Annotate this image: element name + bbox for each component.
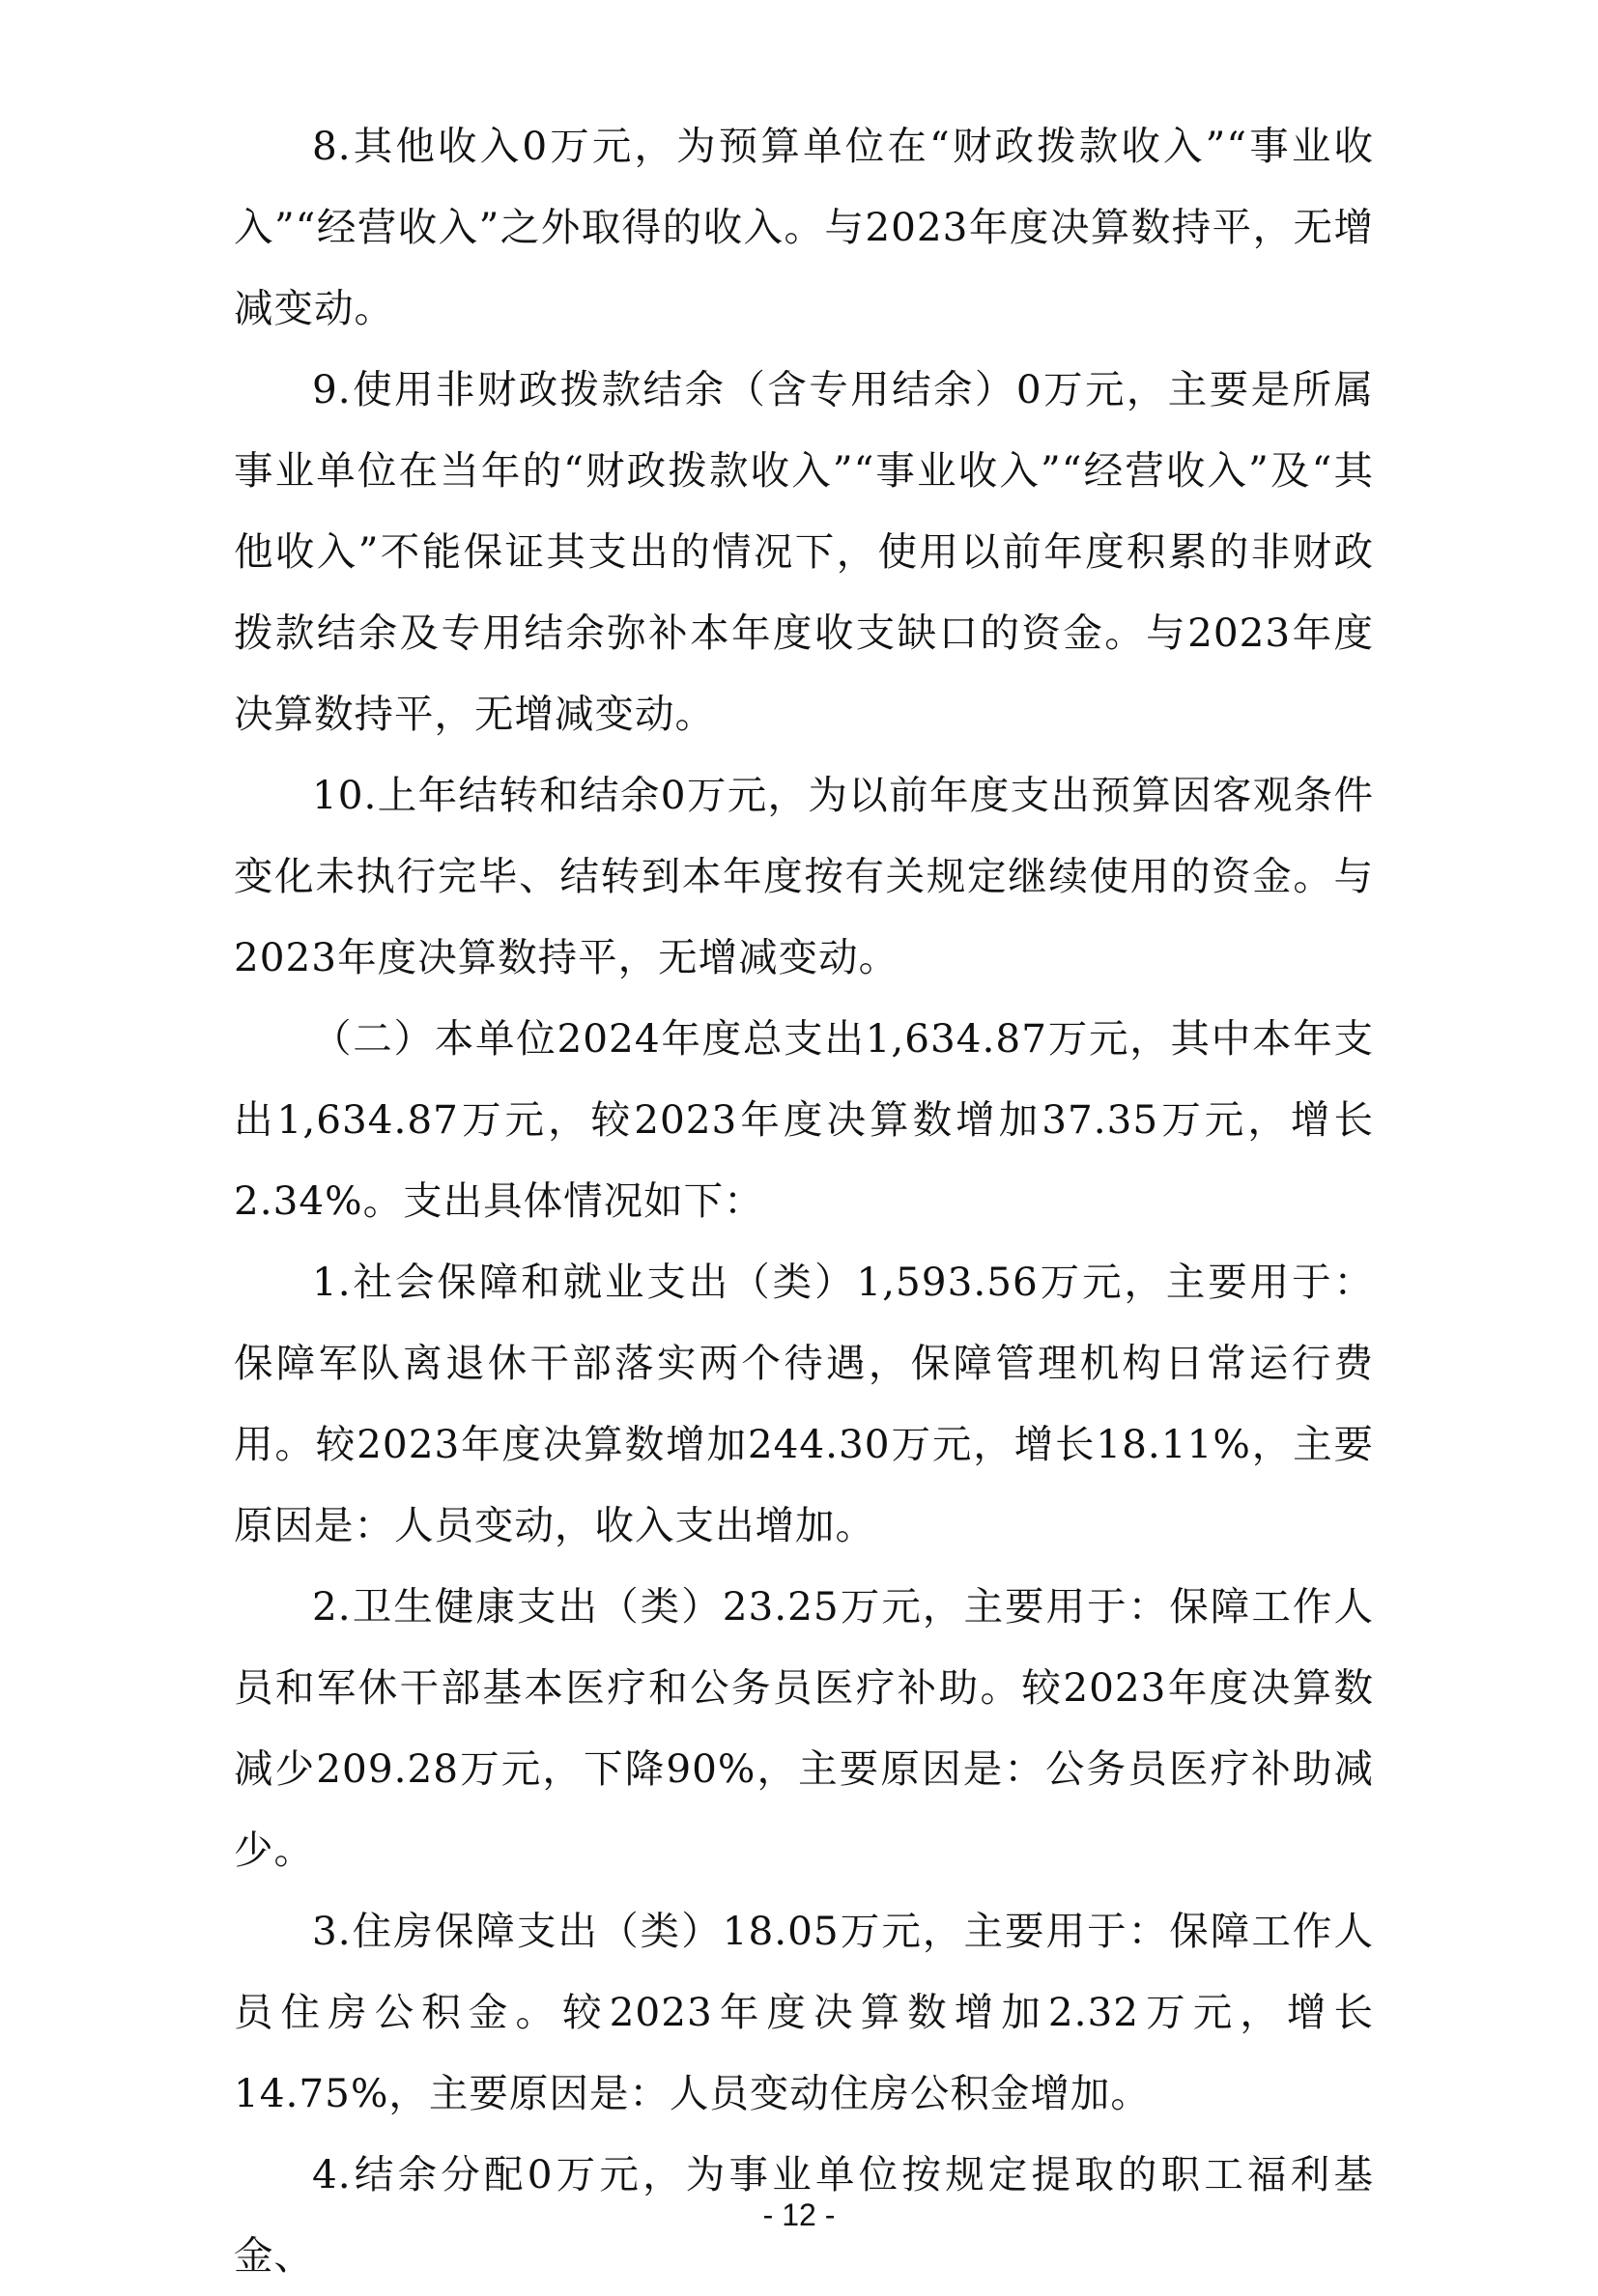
page-number: - 12 - [762, 2197, 836, 2232]
paragraph-total-expenditure: （二）本单位2024年度总支出1,634.87万元，其中本年支出1,634.87万元，较2023年度决算数增加37.35万元，增长2.34%。支出具体情况如下： [234, 1015, 1374, 1224]
paragraph-non-fiscal-surplus: 9.使用非财政拨款结余（含专用结余）0万元，主要是所属事业单位在当年的“财政拨款收入”“事业收入”“经营收入”及“其他收入”不能保证其支出的情况下，使用以前年度积累的非财政拨款结余及专用结余弥补本年度收支缺口的资金。与2023年度决算数持平，无增减变动。 [234, 366, 1374, 737]
paragraph-carryover: 10.上年结转和结余0万元，为以前年度支出预算因客观条件变化未执行完毕、结转到本年度按有关规定继续使用的资金。与2023年度决算数持平，无增减变动。 [234, 772, 1374, 980]
paragraph-health: 2.卫生健康支出（类）23.25万元，主要用于：保障工作人员和军休干部基本医疗和公务员医疗补助。较2023年度决算数减少209.28万元，下降90%，主要原因是：公务员医疗补助减少。 [234, 1583, 1374, 1873]
document-body [234, 105, 1374, 2296]
paragraph-other-income: 8.其他收入0万元，为预算单位在“财政拨款收入”“事业收入”“经营收入”之外取得的收入。与2023年度决算数持平，无增减变动。 [234, 123, 1374, 331]
paragraph-housing: 3.住房保障支出（类）18.05万元，主要用于：保障工作人员住房公积金。较2023年度决算数增加2.32万元，增长14.75%，主要原因是：人员变动住房公积金增加。 [234, 1908, 1374, 2116]
paragraph-social-security: 1.社会保障和就业支出（类）1,593.56万元，主要用于：保障军队离退休干部落实两个待遇，保障管理机构日常运行费用。较2023年度决算数增加244.30万元，增长18.11%，主要原因是：人员变动，收入支出增加。 [234, 1259, 1374, 1548]
paragraph-surplus-distribution: 4.结余分配0万元，为事业单位按规定提取的职工福利基金、 [234, 2151, 1374, 2279]
